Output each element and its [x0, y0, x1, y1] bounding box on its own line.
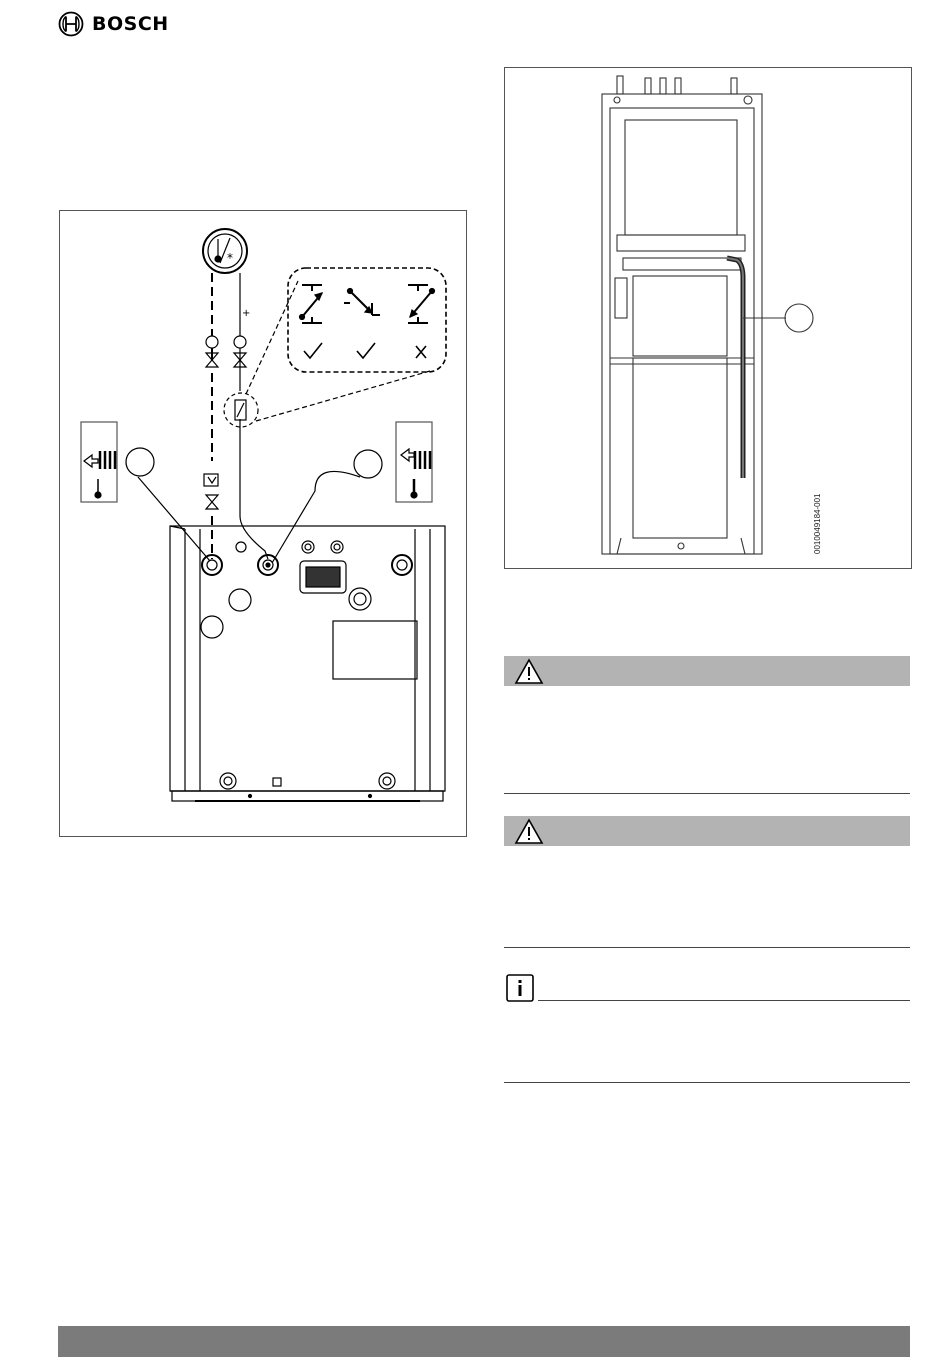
warning-bar-2 [504, 816, 910, 846]
room-thermostat-symbol [203, 229, 247, 273]
unit-front-view-figure [504, 67, 912, 569]
bosch-armature-icon [58, 11, 84, 37]
warning-2-end-rule [504, 947, 910, 948]
info-note-end-rule [504, 1082, 910, 1083]
hydraulic-connection-figure [59, 210, 467, 837]
warning-triangle-icon [514, 817, 544, 845]
svg-text:+: + [242, 308, 251, 319]
info-note-header [504, 974, 910, 1002]
warning-1-end-rule [504, 793, 910, 794]
svg-text:*: * [227, 251, 233, 265]
figure-code: 0010049184-001 [813, 493, 822, 554]
footer-bar [58, 1326, 910, 1357]
warning-triangle-icon [514, 657, 544, 685]
info-icon [506, 974, 534, 1002]
brand-name: BOSCH [92, 13, 169, 35]
hydraulic-diagram [60, 211, 466, 836]
info-header-rule [538, 1000, 910, 1001]
brand-logo [58, 10, 178, 38]
warning-bar-1 [504, 656, 910, 686]
unit-front-view-drawing [505, 68, 911, 568]
